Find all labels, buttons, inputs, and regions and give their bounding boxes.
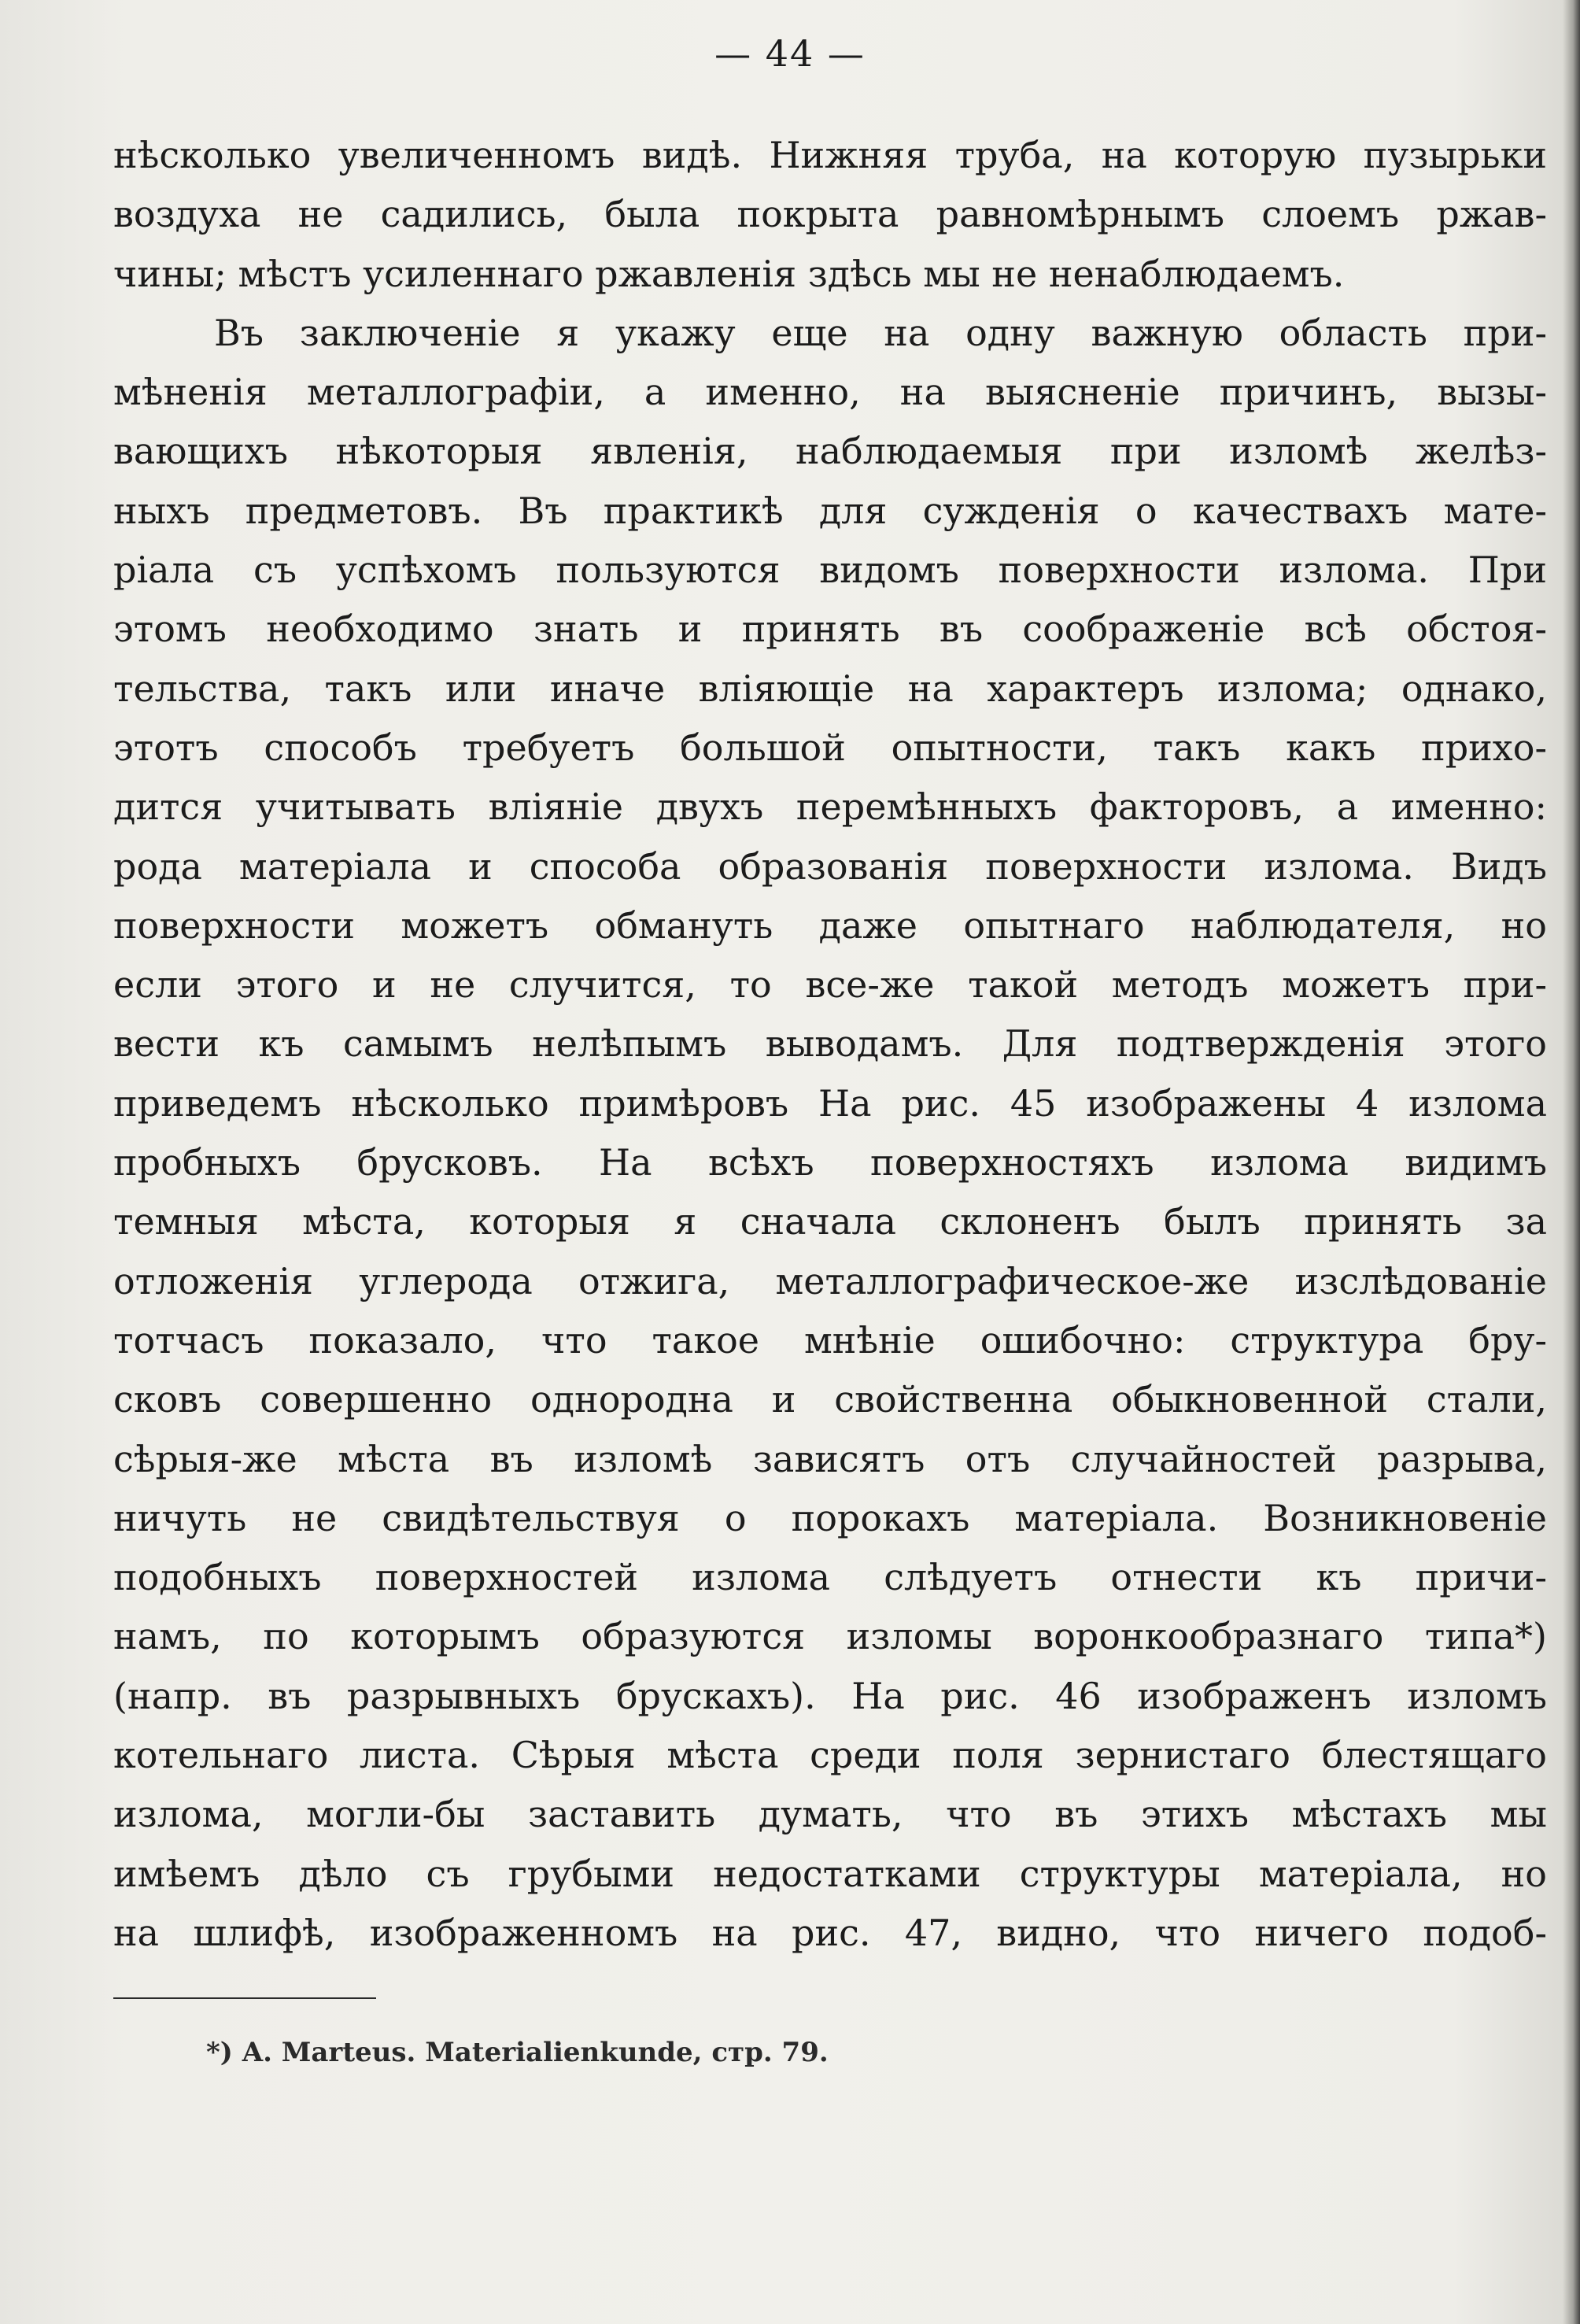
text-line: на шлифѣ, изображенномъ на рис. 47, видно, что ничего подоб-: [113, 1911, 1547, 1954]
text-line: чины; мѣстъ усиленнаго ржавленія здѣсь мы не ненаблюдаемъ.: [113, 252, 1345, 295]
text-line: имѣемъ дѣло съ грубыми недостатками структуры матеріала, но: [113, 1852, 1547, 1895]
text-line: рода матеріала и способа образованія поверхности излома. Видъ: [113, 844, 1547, 888]
text-line: вающихъ нѣкоторыя явленія, наблюдаемыя при изломѣ желѣз-: [113, 430, 1547, 473]
footnote: *) A. Marteus. Materialienkunde, стр. 79.: [206, 2037, 829, 2068]
text-line: отложенія углерода отжига, металлографическое-же изслѣдованіе: [113, 1259, 1547, 1302]
footnote-divider: [113, 1997, 376, 1999]
text-line: (напр. въ разрывныхъ брускахъ). На рис. 46 изображенъ изломъ: [113, 1674, 1547, 1717]
page-edge-shadow: [1563, 0, 1580, 2324]
text-line: Въ заключеніе я укажу еще на одну важную область при-: [214, 311, 1547, 354]
text-line: подобныхъ поверхностей излома слѣдуетъ отнести къ причи-: [113, 1556, 1547, 1599]
text-line: сѣрыя-же мѣста въ изломѣ зависятъ отъ случайностей разрыва,: [113, 1437, 1547, 1480]
text-line: воздуха не садились, была покрыта равномѣрнымъ слоемъ ржав-: [113, 193, 1547, 236]
text-line: поверхности можетъ обмануть даже опытнаго наблюдателя, но: [113, 903, 1547, 947]
text-line: мѣненія металлографіи, а именно, на выясненіе причинъ, вызы-: [113, 371, 1547, 414]
body-text: [113, 126, 1547, 1963]
text-line: если этого и не случится, то все-же такой методъ можетъ при-: [113, 963, 1547, 1007]
text-line: дится учитывать вліяніе двухъ перемѣнныхъ факторовъ, а именно:: [113, 785, 1547, 829]
text-line: темныя мѣста, которыя я сначала склоненъ былъ принять за: [113, 1200, 1547, 1243]
text-line: пробныхъ брусковъ. На всѣхъ поверхностяхъ излома видимъ: [113, 1141, 1547, 1184]
text-line: ныхъ предметовъ. Въ практикѣ для сужденія о качествахъ мате-: [113, 489, 1547, 532]
text-line: вести къ самымъ нелѣпымъ выводамъ. Для подтвержденія этого: [113, 1022, 1547, 1066]
text-line: сковъ совершенно однородна и свойственна обыкновенной стали,: [113, 1378, 1547, 1421]
text-line: этомъ необходимо знать и принять въ соображеніе всѣ обстоя-: [113, 608, 1547, 651]
page-number: — 44 —: [714, 32, 866, 75]
text-line: тотчасъ показало, что такое мнѣніе ошибочно: структура бру-: [113, 1318, 1547, 1362]
text-line: этотъ способъ требуетъ большой опытности, такъ какъ прихо-: [113, 726, 1547, 769]
text-line: ріала съ успѣхомъ пользуются видомъ поверхности излома. При: [113, 549, 1547, 592]
text-line: ничуть не свидѣтельствуя о порокахъ матеріала. Возникновеніе: [113, 1496, 1547, 1539]
text-line: нѣсколько увеличенномъ видѣ. Нижняя труба, на которую пузырьки: [113, 134, 1547, 176]
text-line: приведемъ нѣсколько примѣровъ На рис. 45 изображены 4 излома: [113, 1081, 1547, 1125]
text-line: тельства, такъ или иначе вліяющіе на характеръ излома; однако,: [113, 667, 1547, 710]
text-line: намъ, по которымъ образуются изломы воронкообразнаго типа*): [113, 1615, 1547, 1658]
text-line: излома, могли-бы заставить думать, что въ этихъ мѣстахъ мы: [113, 1793, 1547, 1836]
text-line: котельнаго листа. Сѣрыя мѣста среди поля зернистаго блестящаго: [113, 1734, 1547, 1777]
